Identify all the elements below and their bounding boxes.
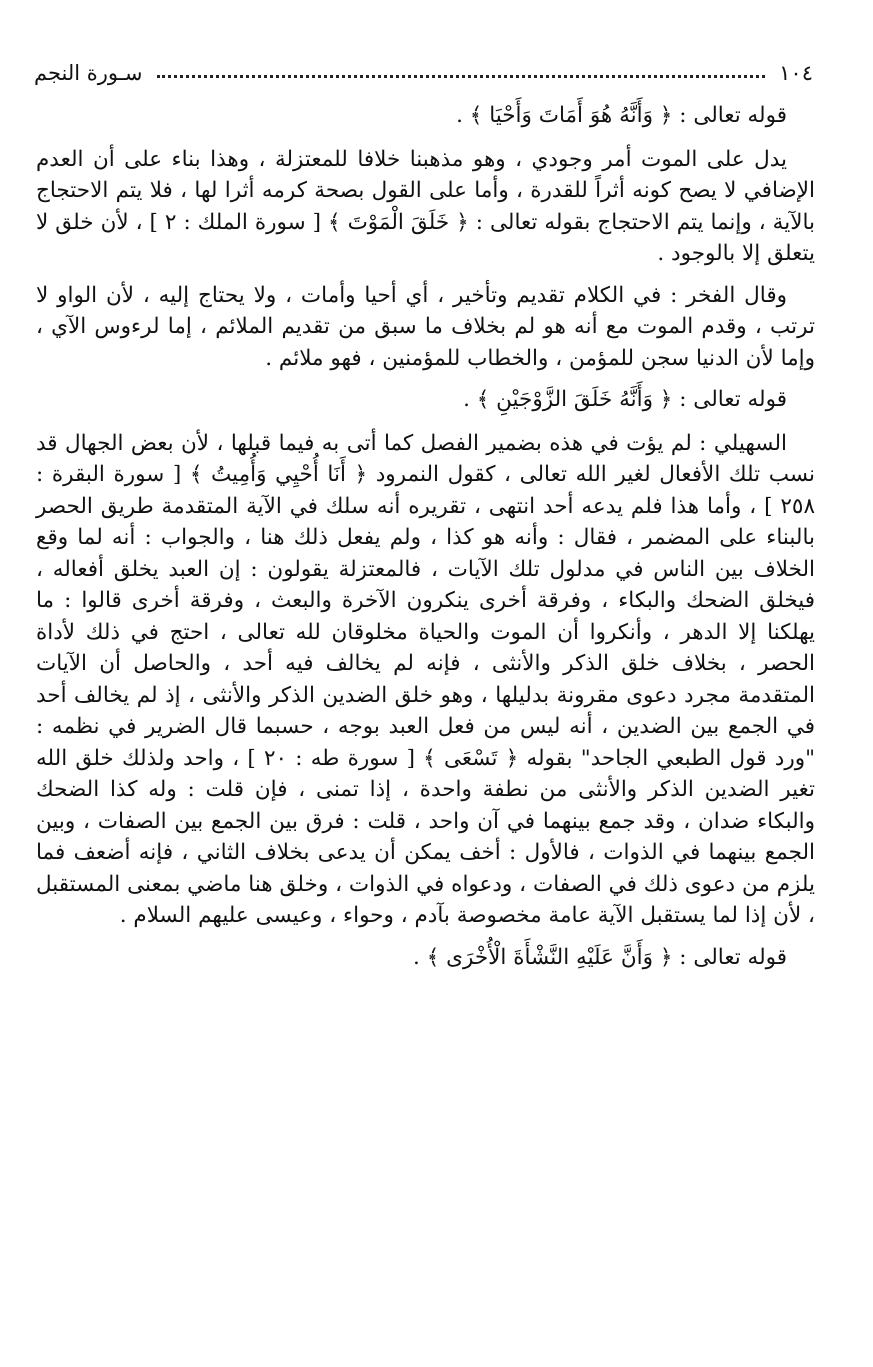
header-dotted-leader xyxy=(157,75,766,78)
surah-title: سـورة النجم xyxy=(34,61,143,85)
verse-heading-1: قوله تعالى : ﴿ وَأَنَّهُ هُوَ أَمَاتَ وَأَحْيَا ﴾ . xyxy=(456,103,787,128)
page-header xyxy=(34,58,813,88)
page-body xyxy=(36,100,815,985)
verse-heading-3: قوله تعالى : ﴿ وَأَنَّ عَلَيْهِ النَّشْأَةَ الْأُخْرَى ﴾ . xyxy=(413,944,787,970)
commentary-paragraph-1: يدل على الموت أمر وجودي ، وهو مذهبنا خلافا للمعتزلة ، وهذا بناء على أن العدم الإضافي لا يصح كونه أثراً للقدرة ، وأما على القول بصحة كرمه أثرا لها ، فلا يتم الاحتجاج بالآية ، وإنما يتم الاحتجاج بقوله تعالى : ﴿ خَلَقَ الْمَوْتَ ﴾ [ سورة الملك : ٢ ] ، لأن خلق لا يتعلق إلا بالوجود . xyxy=(36,146,815,266)
commentary-paragraph-3: السهيلي : لم يؤت في هذه بضمير الفصل كما أتى به فيما قبلها ، لأن بعض الجهال قد نسب تلك الأفعال لغير الله تعالى ، كقول النمرود ﴿ أَنَا أُحْيِي وَأُمِيتُ ﴾ [ سورة البقرة : ٢٥٨ ] ، وأما هذا فلم يدعه أحد انتهى ، تقريره أنه سلك في الآية المتقدمة طريق الحصر بالبناء على المضمر ، فقال : وأنه هو كذا ، ولم يفعل ذلك هنا ، والجواب : أنه لما وقع الخلاف بين الناس في مدلول تلك الآيات ، فالمعتزلة يقولون : إن العبد يخلق أفعاله ، فيخلق الضحك والبكاء ، وفرقة أخرى ينكرون الآخرة والبعث ، وفرقة أخرى قالوا : ما يهلكنا إلا الدهر ، وأنكروا أن الموت والحياة مخلوقان لله تعالى ، احتج في ذلك لأداة الحصر ، بخلاف خلق الذكر والأنثى ، فإنه لم يخالف فيه أحد ، والحاصل أن الآيات المتقدمة مجرد دعوى مقرونة بدليلها ، وهو خلق الضدين الذكر والأنثى ، إذ لم يخالف أحد في الجمع بين الضدين ، أنه ليس من فعل العبد بوجه ، حسبما قال الضرير في نظمه : "ورد قول الطبعي الجاحد" بقوله ﴿ تَسْعَى ﴾ [ سورة طه : ٢٠ ] ، واحد ولذلك خلق الله تغير الضدين الذكر والأنثى من نطفة واحدة ، إذا تمنى ، فإن قلت : وله كذا الضحك والبكاء ضدان ، وقد جمع بينهما في آن واحد ، قلت : فرق بين الجمع بين الصفات ، وبين الجمع بينهما في الذوات ، فالأول : أخف يمكن أن يدعى بخلاف الثاني ، فإنه أضعف فما يلزم من دعوى ذلك في الصفات ، ودعواه في الذوات ، وخلق هنا ماضي بمعنى المستقبل ، لأن إذا لما يستقبل الآية عامة مخصوصة بآدم ، وحواء ، وعيسى عليهم السلام . xyxy=(36,430,815,928)
page-number: ١٠٤ xyxy=(779,61,813,85)
verse-heading-2: قوله تعالى : ﴿ وَأَنَّهُ خَلَقَ الزَّوْجَيْنِ ﴾ . xyxy=(463,387,787,412)
commentary-paragraph-2: وقال الفخر : في الكلام تقديم وتأخير ، أي أحيا وأمات ، ولا يحتاج إليه ، لأن الواو لا ترتب ، وقدم الموت مع أنه هو لم بخلاف ما سبق من تقديم الملائم ، إما لرءوس الآي ، وإما لأن الدنيا سجن للمؤمن ، والخطاب للمؤمنين ، فهو ملائم . xyxy=(36,282,815,371)
